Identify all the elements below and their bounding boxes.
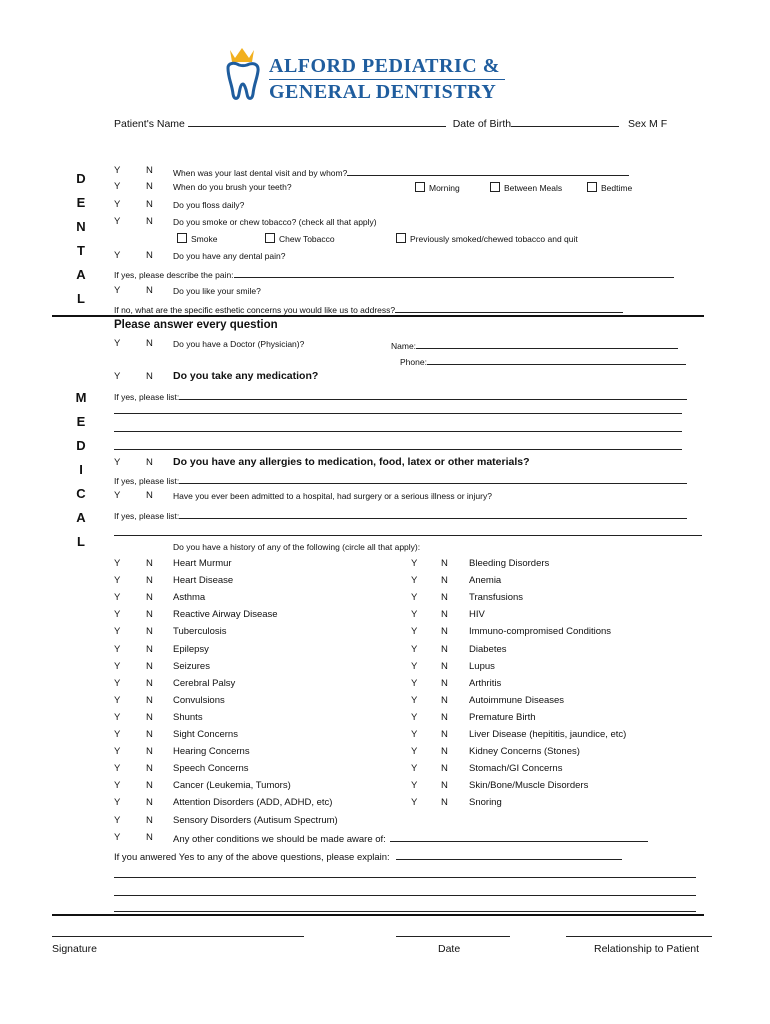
no-option[interactable]: N bbox=[146, 832, 153, 843]
no-option[interactable]: N bbox=[441, 712, 448, 723]
yes-option[interactable]: Y bbox=[114, 832, 121, 843]
no-option[interactable]: N bbox=[146, 457, 153, 468]
doctor-phone: Phone: bbox=[400, 355, 686, 367]
yes-option[interactable]: Y bbox=[411, 661, 418, 672]
left-condition-item[interactable]: Hearing Concerns bbox=[173, 746, 250, 757]
no-option[interactable]: N bbox=[441, 558, 448, 569]
medical-letter: D bbox=[76, 438, 86, 453]
yes-option[interactable]: Y bbox=[411, 609, 418, 620]
medication-list: If yes, please list: bbox=[114, 390, 687, 402]
checkbox-icon bbox=[396, 233, 406, 243]
yes-option[interactable]: Y bbox=[114, 181, 121, 192]
allergies-question: Do you have any allergies to medication, food, latex or other materials? bbox=[173, 456, 530, 468]
allergies-list: If yes, please list: bbox=[114, 474, 687, 486]
yes-option[interactable]: Y bbox=[411, 644, 418, 655]
hospital-list-field[interactable] bbox=[179, 509, 687, 519]
yes-option[interactable]: Y bbox=[114, 763, 121, 774]
left-condition-item[interactable]: Asthma bbox=[173, 592, 206, 603]
checkbox-icon bbox=[587, 182, 597, 192]
right-condition-item[interactable]: Autoimmune Diseases bbox=[469, 695, 565, 706]
patient-info-row bbox=[114, 117, 667, 130]
no-option[interactable]: N bbox=[146, 780, 153, 791]
right-condition-item[interactable]: Stomach/GI Concerns bbox=[469, 763, 563, 774]
bedtime-checkbox[interactable]: Bedtime bbox=[587, 182, 632, 193]
no-option[interactable]: N bbox=[441, 661, 448, 672]
signature-label: Signature bbox=[52, 943, 97, 955]
yes-option[interactable]: Y bbox=[114, 165, 121, 176]
date-line[interactable] bbox=[396, 936, 510, 937]
dob-label: Date of Birth bbox=[452, 118, 512, 130]
yes-option[interactable]: Y bbox=[114, 592, 121, 603]
right-condition-item[interactable]: Bleeding Disorders bbox=[469, 558, 550, 569]
yes-option[interactable]: Y bbox=[114, 626, 121, 637]
right-condition-item[interactable]: Liver Disease (hepititis, jaundice, etc) bbox=[469, 729, 627, 740]
no-option[interactable]: N bbox=[146, 165, 153, 176]
left-condition-item[interactable]: Reactive Airway Disease bbox=[173, 609, 278, 620]
medical-heading: Please answer every question bbox=[114, 319, 278, 331]
checkbox-icon bbox=[415, 182, 425, 192]
dob-field[interactable] bbox=[511, 117, 619, 127]
yes-option[interactable]: Y bbox=[114, 285, 121, 296]
no-option[interactable]: N bbox=[146, 678, 153, 689]
medical-letter: L bbox=[77, 534, 85, 549]
no-option[interactable]: N bbox=[146, 746, 153, 757]
yes-option[interactable]: Y bbox=[114, 371, 121, 382]
yes-option[interactable]: Y bbox=[114, 695, 121, 706]
yes-option[interactable]: Y bbox=[114, 490, 121, 501]
brand-line-1: ALFORD PEDIATRIC & bbox=[269, 55, 500, 77]
yes-option[interactable]: Y bbox=[411, 558, 418, 569]
no-option[interactable]: N bbox=[146, 815, 153, 826]
no-option[interactable]: N bbox=[146, 712, 153, 723]
write-in-line[interactable] bbox=[114, 535, 702, 536]
doctor-name: Name: bbox=[391, 339, 678, 351]
allergies-list-field[interactable] bbox=[179, 474, 687, 484]
explain-prompt: If you anwered Yes to any of the above questions, please explain: bbox=[114, 850, 622, 863]
smoke-checkbox[interactable]: Smoke bbox=[177, 233, 217, 244]
date-label: Date bbox=[438, 943, 461, 955]
yes-option[interactable]: Y bbox=[411, 678, 418, 689]
no-option[interactable]: N bbox=[146, 285, 153, 296]
patient-name-field[interactable] bbox=[188, 117, 446, 127]
between-meals-checkbox[interactable]: Between Meals bbox=[490, 182, 562, 193]
hospital-list: If yes, please list: bbox=[114, 509, 687, 521]
explain-field[interactable] bbox=[396, 850, 622, 860]
left-condition-item[interactable]: Seizures bbox=[173, 661, 210, 672]
no-option[interactable]: N bbox=[441, 626, 448, 637]
yes-option[interactable]: Y bbox=[114, 661, 121, 672]
medical-letter: E bbox=[76, 414, 86, 429]
dental-letter: A bbox=[76, 267, 86, 282]
no-option[interactable]: N bbox=[441, 746, 448, 757]
left-condition-item[interactable]: Cerebral Palsy bbox=[173, 678, 236, 689]
yes-option[interactable]: Y bbox=[114, 780, 121, 791]
no-option[interactable]: N bbox=[146, 661, 153, 672]
no-option[interactable]: N bbox=[146, 558, 153, 569]
no-option[interactable]: N bbox=[441, 763, 448, 774]
section-divider bbox=[52, 315, 704, 317]
brand-line-2: GENERAL DENTISTRY bbox=[269, 81, 497, 103]
no-option[interactable]: N bbox=[146, 490, 153, 501]
doctor-name-field[interactable] bbox=[416, 339, 678, 349]
relationship-label: Relationship to Patient bbox=[594, 943, 700, 955]
right-condition-item[interactable]: Premature Birth bbox=[469, 712, 536, 723]
yes-option[interactable]: Y bbox=[411, 575, 418, 586]
no-option[interactable]: N bbox=[441, 678, 448, 689]
no-option[interactable]: N bbox=[146, 371, 153, 382]
yes-option[interactable]: Y bbox=[411, 626, 418, 637]
medication-list-field[interactable] bbox=[179, 390, 687, 400]
tobacco-question: Do you smoke or chew tobacco? (check all that apply) bbox=[173, 217, 377, 227]
section-divider bbox=[52, 914, 704, 916]
left-condition-item[interactable]: Heart Disease bbox=[173, 575, 234, 586]
write-in-line[interactable] bbox=[114, 877, 696, 878]
write-in-line[interactable] bbox=[114, 911, 696, 912]
crown-icon bbox=[230, 48, 254, 62]
chew-tobacco-checkbox[interactable]: Chew Tobacco bbox=[265, 233, 335, 244]
no-option[interactable]: N bbox=[146, 250, 153, 261]
tooth-icon bbox=[222, 44, 264, 106]
no-option[interactable]: N bbox=[146, 592, 153, 603]
smile-question: Do you like your smile? bbox=[173, 286, 261, 296]
yes-option[interactable]: Y bbox=[114, 746, 121, 757]
left-condition-item[interactable]: Heart Murmur bbox=[173, 558, 232, 569]
signature-line[interactable] bbox=[52, 936, 304, 937]
pain-description: If yes, please describe the pain: bbox=[114, 268, 674, 280]
no-option[interactable]: N bbox=[441, 575, 448, 586]
no-option[interactable]: N bbox=[146, 181, 153, 192]
yes-option[interactable]: Y bbox=[114, 609, 121, 620]
write-in-line[interactable] bbox=[114, 449, 682, 450]
medical-letter: I bbox=[79, 462, 83, 477]
yes-option[interactable]: Y bbox=[114, 216, 121, 227]
left-condition-item[interactable]: Sight Concerns bbox=[173, 729, 238, 740]
yes-option[interactable]: Y bbox=[411, 780, 418, 791]
dental-letter: D bbox=[76, 171, 86, 186]
left-condition-item[interactable]: Attention Disorders (ADD, ADHD, etc) bbox=[173, 797, 333, 808]
patient-name-label: Patient's Name bbox=[114, 118, 185, 130]
no-option[interactable]: N bbox=[441, 592, 448, 603]
yes-option[interactable]: Y bbox=[411, 729, 418, 740]
left-condition-item[interactable]: Cancer (Leukemia, Tumors) bbox=[173, 780, 291, 791]
right-condition-item[interactable]: Transfusions bbox=[469, 592, 524, 603]
yes-option[interactable]: Y bbox=[114, 250, 121, 261]
no-option[interactable]: N bbox=[441, 609, 448, 620]
esthetic-concerns-field[interactable] bbox=[395, 303, 623, 313]
left-condition-item[interactable]: Speech Concerns bbox=[173, 763, 249, 774]
right-condition-item[interactable]: Diabetes bbox=[469, 644, 507, 655]
checkbox-icon bbox=[490, 182, 500, 192]
left-condition-item[interactable]: Sensory Disorders (Autisum Spectrum) bbox=[173, 815, 338, 826]
right-condition-item[interactable]: Snoring bbox=[469, 797, 502, 808]
yes-option[interactable]: Y bbox=[411, 592, 418, 603]
last-visit-question: When was your last dental visit and by whom? bbox=[173, 166, 629, 178]
yes-option[interactable]: Y bbox=[114, 678, 121, 689]
yes-option[interactable]: Y bbox=[114, 815, 121, 826]
no-option[interactable]: N bbox=[441, 729, 448, 740]
relationship-line[interactable] bbox=[566, 936, 712, 937]
hospital-question: Have you ever been admitted to a hospital, had surgery or a serious illness or injury? bbox=[173, 491, 492, 501]
yes-option[interactable]: Y bbox=[114, 729, 121, 740]
yes-option[interactable]: Y bbox=[114, 644, 121, 655]
doctor-question: Do you have a Doctor (Physician)? bbox=[173, 339, 305, 349]
floss-question: Do you floss daily? bbox=[173, 200, 245, 210]
medical-letter: C bbox=[76, 486, 86, 501]
left-condition-item[interactable]: Epilepsy bbox=[173, 644, 209, 655]
dental-pain-question: Do you have any dental pain? bbox=[173, 251, 286, 261]
yes-option[interactable]: Y bbox=[411, 695, 418, 706]
right-condition-item[interactable]: Arthritis bbox=[469, 678, 502, 689]
medical-letter: M bbox=[75, 390, 87, 405]
doctor-phone-field[interactable] bbox=[427, 355, 686, 365]
yes-option[interactable]: Y bbox=[114, 199, 121, 210]
checkbox-icon bbox=[177, 233, 187, 243]
history-intro: Do you have a history of any of the following (circle all that apply): bbox=[173, 542, 421, 552]
right-condition-item[interactable]: Kidney Concerns (Stones) bbox=[469, 746, 580, 757]
no-option[interactable]: N bbox=[441, 797, 448, 808]
no-option[interactable]: N bbox=[146, 216, 153, 227]
no-option[interactable]: N bbox=[146, 626, 153, 637]
no-option[interactable]: N bbox=[146, 199, 153, 210]
left-condition-item[interactable]: Shunts bbox=[173, 712, 203, 723]
right-condition-item[interactable]: HIV bbox=[469, 609, 485, 620]
right-condition-item[interactable]: Anemia bbox=[469, 575, 502, 586]
no-option[interactable]: N bbox=[146, 609, 153, 620]
no-option[interactable]: N bbox=[146, 729, 153, 740]
no-option[interactable]: N bbox=[146, 695, 153, 706]
yes-option[interactable]: Y bbox=[114, 457, 121, 468]
yes-option[interactable]: Y bbox=[411, 746, 418, 757]
other-conditions-field[interactable] bbox=[390, 832, 648, 842]
medication-question: Do you take any medication? bbox=[173, 370, 319, 382]
checkbox-icon bbox=[265, 233, 275, 243]
dental-letter: N bbox=[76, 219, 86, 234]
right-condition-item[interactable]: Lupus bbox=[469, 661, 495, 672]
no-option[interactable]: N bbox=[146, 797, 153, 808]
sex-label: Sex M F bbox=[628, 118, 668, 130]
write-in-line[interactable] bbox=[114, 413, 682, 414]
pain-description-field[interactable] bbox=[234, 268, 674, 278]
no-option[interactable]: N bbox=[441, 780, 448, 791]
no-option[interactable]: N bbox=[146, 644, 153, 655]
dental-letter: E bbox=[76, 195, 86, 210]
left-condition-item[interactable]: Convulsions bbox=[173, 695, 225, 706]
no-option[interactable]: N bbox=[146, 763, 153, 774]
dental-letter: T bbox=[77, 243, 85, 258]
no-option[interactable]: N bbox=[441, 644, 448, 655]
yes-option[interactable]: Y bbox=[114, 575, 121, 586]
last-visit-field[interactable] bbox=[347, 166, 629, 176]
write-in-line[interactable] bbox=[114, 431, 682, 432]
other-conditions: Any other conditions we should be made aware of: bbox=[173, 832, 648, 845]
left-condition-item[interactable]: Tuberculosis bbox=[173, 626, 227, 637]
dental-letter: L bbox=[77, 291, 85, 306]
no-option[interactable]: N bbox=[146, 338, 153, 349]
yes-option[interactable]: Y bbox=[411, 797, 418, 808]
right-condition-item[interactable]: Skin/Bone/Muscle Disorders bbox=[469, 780, 589, 791]
write-in-line[interactable] bbox=[114, 895, 696, 896]
yes-option[interactable]: Y bbox=[114, 712, 121, 723]
morning-checkbox[interactable]: Morning bbox=[415, 182, 460, 193]
yes-option[interactable]: Y bbox=[411, 712, 418, 723]
no-option[interactable]: N bbox=[441, 695, 448, 706]
yes-option[interactable]: Y bbox=[114, 797, 121, 808]
previously-checkbox[interactable]: Previously smoked/chewed tobacco and quit bbox=[396, 233, 578, 244]
no-option[interactable]: N bbox=[146, 575, 153, 586]
yes-option[interactable]: Y bbox=[411, 763, 418, 774]
right-condition-item[interactable]: Immuno-compromised Conditions bbox=[469, 626, 612, 637]
medical-letter: A bbox=[76, 510, 86, 525]
yes-option[interactable]: Y bbox=[114, 338, 121, 349]
esthetic-concerns: If no, what are the specific esthetic concerns you would like us to address? bbox=[114, 303, 623, 315]
yes-option[interactable]: Y bbox=[114, 558, 121, 569]
brush-question: When do you brush your teeth? bbox=[173, 182, 292, 192]
